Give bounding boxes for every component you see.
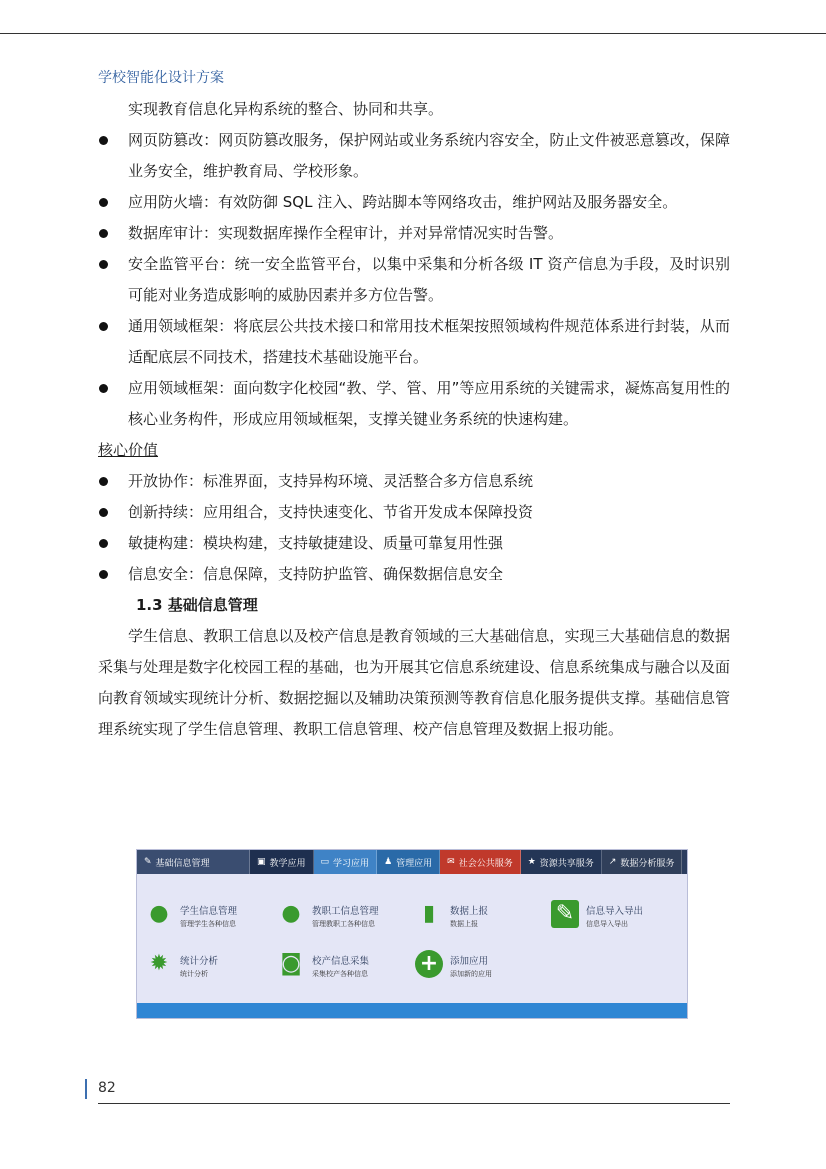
nav-tab-label: 资源共享服务 xyxy=(539,858,594,869)
list-item xyxy=(98,125,730,187)
page-marker xyxy=(85,1079,87,1099)
nav-tab-public-service[interactable] xyxy=(440,850,521,874)
nav-tab-data-analysis[interactable] xyxy=(602,850,683,874)
list-item xyxy=(98,218,730,249)
bullet-icon xyxy=(99,260,108,269)
star-icon: ★ xyxy=(527,857,536,867)
list-item-text: 安全监管平台：统一安全监管平台，以集中采集和分析各级 IT 资产信息为手段，及时识别可能对业务造成影响的威胁因素并多方位告警。 xyxy=(128,255,730,304)
app-subtitle: 采集校产各种信息 xyxy=(312,970,368,978)
app-subtitle: 管理教职工各种信息 xyxy=(312,920,375,928)
user-icon: ♟ xyxy=(384,857,393,867)
nav-tab-label: 学习应用 xyxy=(333,858,370,869)
nav-tab-label: 基础信息管理 xyxy=(155,858,210,869)
bullet-icon xyxy=(99,384,108,393)
app-subtitle: 数据上报 xyxy=(450,920,478,928)
page-number: 82 xyxy=(98,1080,116,1096)
list-item xyxy=(98,187,730,218)
nav-tab-resource-sharing[interactable] xyxy=(521,850,602,874)
running-header: 学校智能化设计方案 xyxy=(98,70,224,86)
top-rule xyxy=(0,33,826,34)
list-item xyxy=(98,559,730,590)
app-subtitle: 管理学生各种信息 xyxy=(180,920,236,928)
list-item-text: 通用领域框架：将底层公共技术接口和常用技术框架按照领域构件规范体系进行封装，从而适配底层不同技术，搭建技术基础设施平台。 xyxy=(128,317,730,366)
bullet-icon xyxy=(99,322,108,331)
bullet-icon xyxy=(99,570,108,579)
app-title: 学生信息管理 xyxy=(180,906,238,917)
monitor-icon: ▭ xyxy=(320,857,330,867)
bullet-icon xyxy=(99,539,108,548)
nav-tab-label: 教学应用 xyxy=(269,858,306,869)
gear-icon: ✹ xyxy=(149,951,169,976)
core-value-list xyxy=(98,466,730,590)
nav-tab-management[interactable] xyxy=(377,850,440,874)
section-body: 学生信息、教职工信息以及校产信息是教育领域的三大基础信息，实现三大基础信息的数据采集与处理是数字化校园工程的基础，也为开展其它信息系统建设、信息系统集成与融合以及面向教育领域实现统计分析、数据挖掘以及辅助决策预测等教育信息化服务提供支撑。基础信息管理系统实现了学生信息管理、教职工信息管理、校产信息管理及数据上报功能。 xyxy=(98,627,730,738)
page-content xyxy=(98,94,730,745)
add-icon: + xyxy=(415,950,443,978)
list-item-text: 创新持续：应用组合，支持快速变化、节省开发成本保障投资 xyxy=(128,503,534,521)
bullet-icon xyxy=(99,508,108,517)
list-item xyxy=(98,311,730,373)
bottom-rule xyxy=(98,1103,730,1104)
system-nav-bar xyxy=(137,850,687,874)
app-data-report[interactable] xyxy=(415,900,488,929)
intro-paragraph: 实现教育信息化异构系统的整合、协同和共享。 xyxy=(128,100,444,118)
list-item-text: 开放协作：标准界面，支持异构环境、灵活整合多方信息系统 xyxy=(128,472,534,490)
app-asset-collection[interactable] xyxy=(277,950,369,979)
app-title: 统计分析 xyxy=(180,956,219,967)
app-staff-info[interactable] xyxy=(277,900,379,929)
safe-icon: ◙ xyxy=(280,951,302,976)
list-item-text: 应用领域框架：面向数字化校园“教、学、管、用”等应用系统的关键需求，凝炼高复用性的核心业务构件，形成应用领域框架，支撑关键业务系统的快速构建。 xyxy=(128,379,730,428)
nav-tab-teaching[interactable] xyxy=(250,850,314,874)
nav-tab-basic-info[interactable] xyxy=(137,850,250,874)
nav-tab-label: 数据分析服务 xyxy=(620,858,675,869)
list-item xyxy=(98,497,730,528)
section-heading: 1.3 基础信息管理 xyxy=(136,596,258,614)
person-icon: ● xyxy=(149,901,169,926)
app-add-application[interactable] xyxy=(415,950,492,979)
book-icon: ▣ xyxy=(257,857,266,867)
app-title: 教职工信息管理 xyxy=(312,906,379,917)
list-item-text: 网页防篡改：网页防篡改服务，保护网站或业务系统内容安全，防止文件被恶意篡改，保障业务安全，维护教育局、学校形象。 xyxy=(128,131,730,180)
bullet-icon xyxy=(99,477,108,486)
app-subtitle: 统计分析 xyxy=(180,970,208,978)
bullet-icon xyxy=(99,136,108,145)
list-item xyxy=(98,249,730,311)
app-title: 添加应用 xyxy=(450,956,489,967)
list-item-text: 数据库审计：实现数据库操作全程审计，并对异常情况实时告警。 xyxy=(128,224,564,242)
app-subtitle: 信息导入导出 xyxy=(586,920,628,928)
list-item-text: 敏捷构建：模块构建，支持敏捷建设、质量可靠复用性强 xyxy=(128,534,504,552)
person-icon: ● xyxy=(281,901,301,926)
app-student-info[interactable] xyxy=(145,900,237,929)
screenshot-footer-bar xyxy=(137,1003,687,1018)
app-title: 数据上报 xyxy=(450,906,489,917)
bullet-icon xyxy=(99,229,108,238)
nav-tab-label: 管理应用 xyxy=(396,858,433,869)
app-title: 信息导入导出 xyxy=(586,906,644,917)
list-item-text: 信息安全：信息保障，支持防护监管、确保数据信息安全 xyxy=(128,565,504,583)
list-item xyxy=(98,466,730,497)
chart-icon: ↗ xyxy=(608,857,617,867)
nav-tab-learning[interactable] xyxy=(314,850,378,874)
app-subtitle: 添加新的应用 xyxy=(450,970,492,978)
list-item-text: 应用防火墙：有效防御 SQL 注入、跨站脚本等网络攻击，维护网站及服务器安全。 xyxy=(128,193,678,211)
bullet-icon xyxy=(99,198,108,207)
app-statistics[interactable] xyxy=(145,950,218,979)
nav-tab-label: 社会公共服务 xyxy=(458,858,513,869)
security-bullet-list xyxy=(98,125,730,435)
app-title: 校产信息采集 xyxy=(312,956,370,967)
pencil-icon: ✎ xyxy=(144,857,152,867)
list-item xyxy=(98,373,730,435)
mail-icon: ✉ xyxy=(447,857,455,867)
edit-icon: ✎ xyxy=(551,900,579,928)
embedded-system-screenshot xyxy=(136,849,688,1019)
list-item xyxy=(98,528,730,559)
core-value-heading: 核心价值 xyxy=(98,441,159,459)
app-import-export[interactable] xyxy=(551,900,643,929)
bar-chart-icon: ▮ xyxy=(422,901,436,926)
app-grid xyxy=(137,874,687,1004)
